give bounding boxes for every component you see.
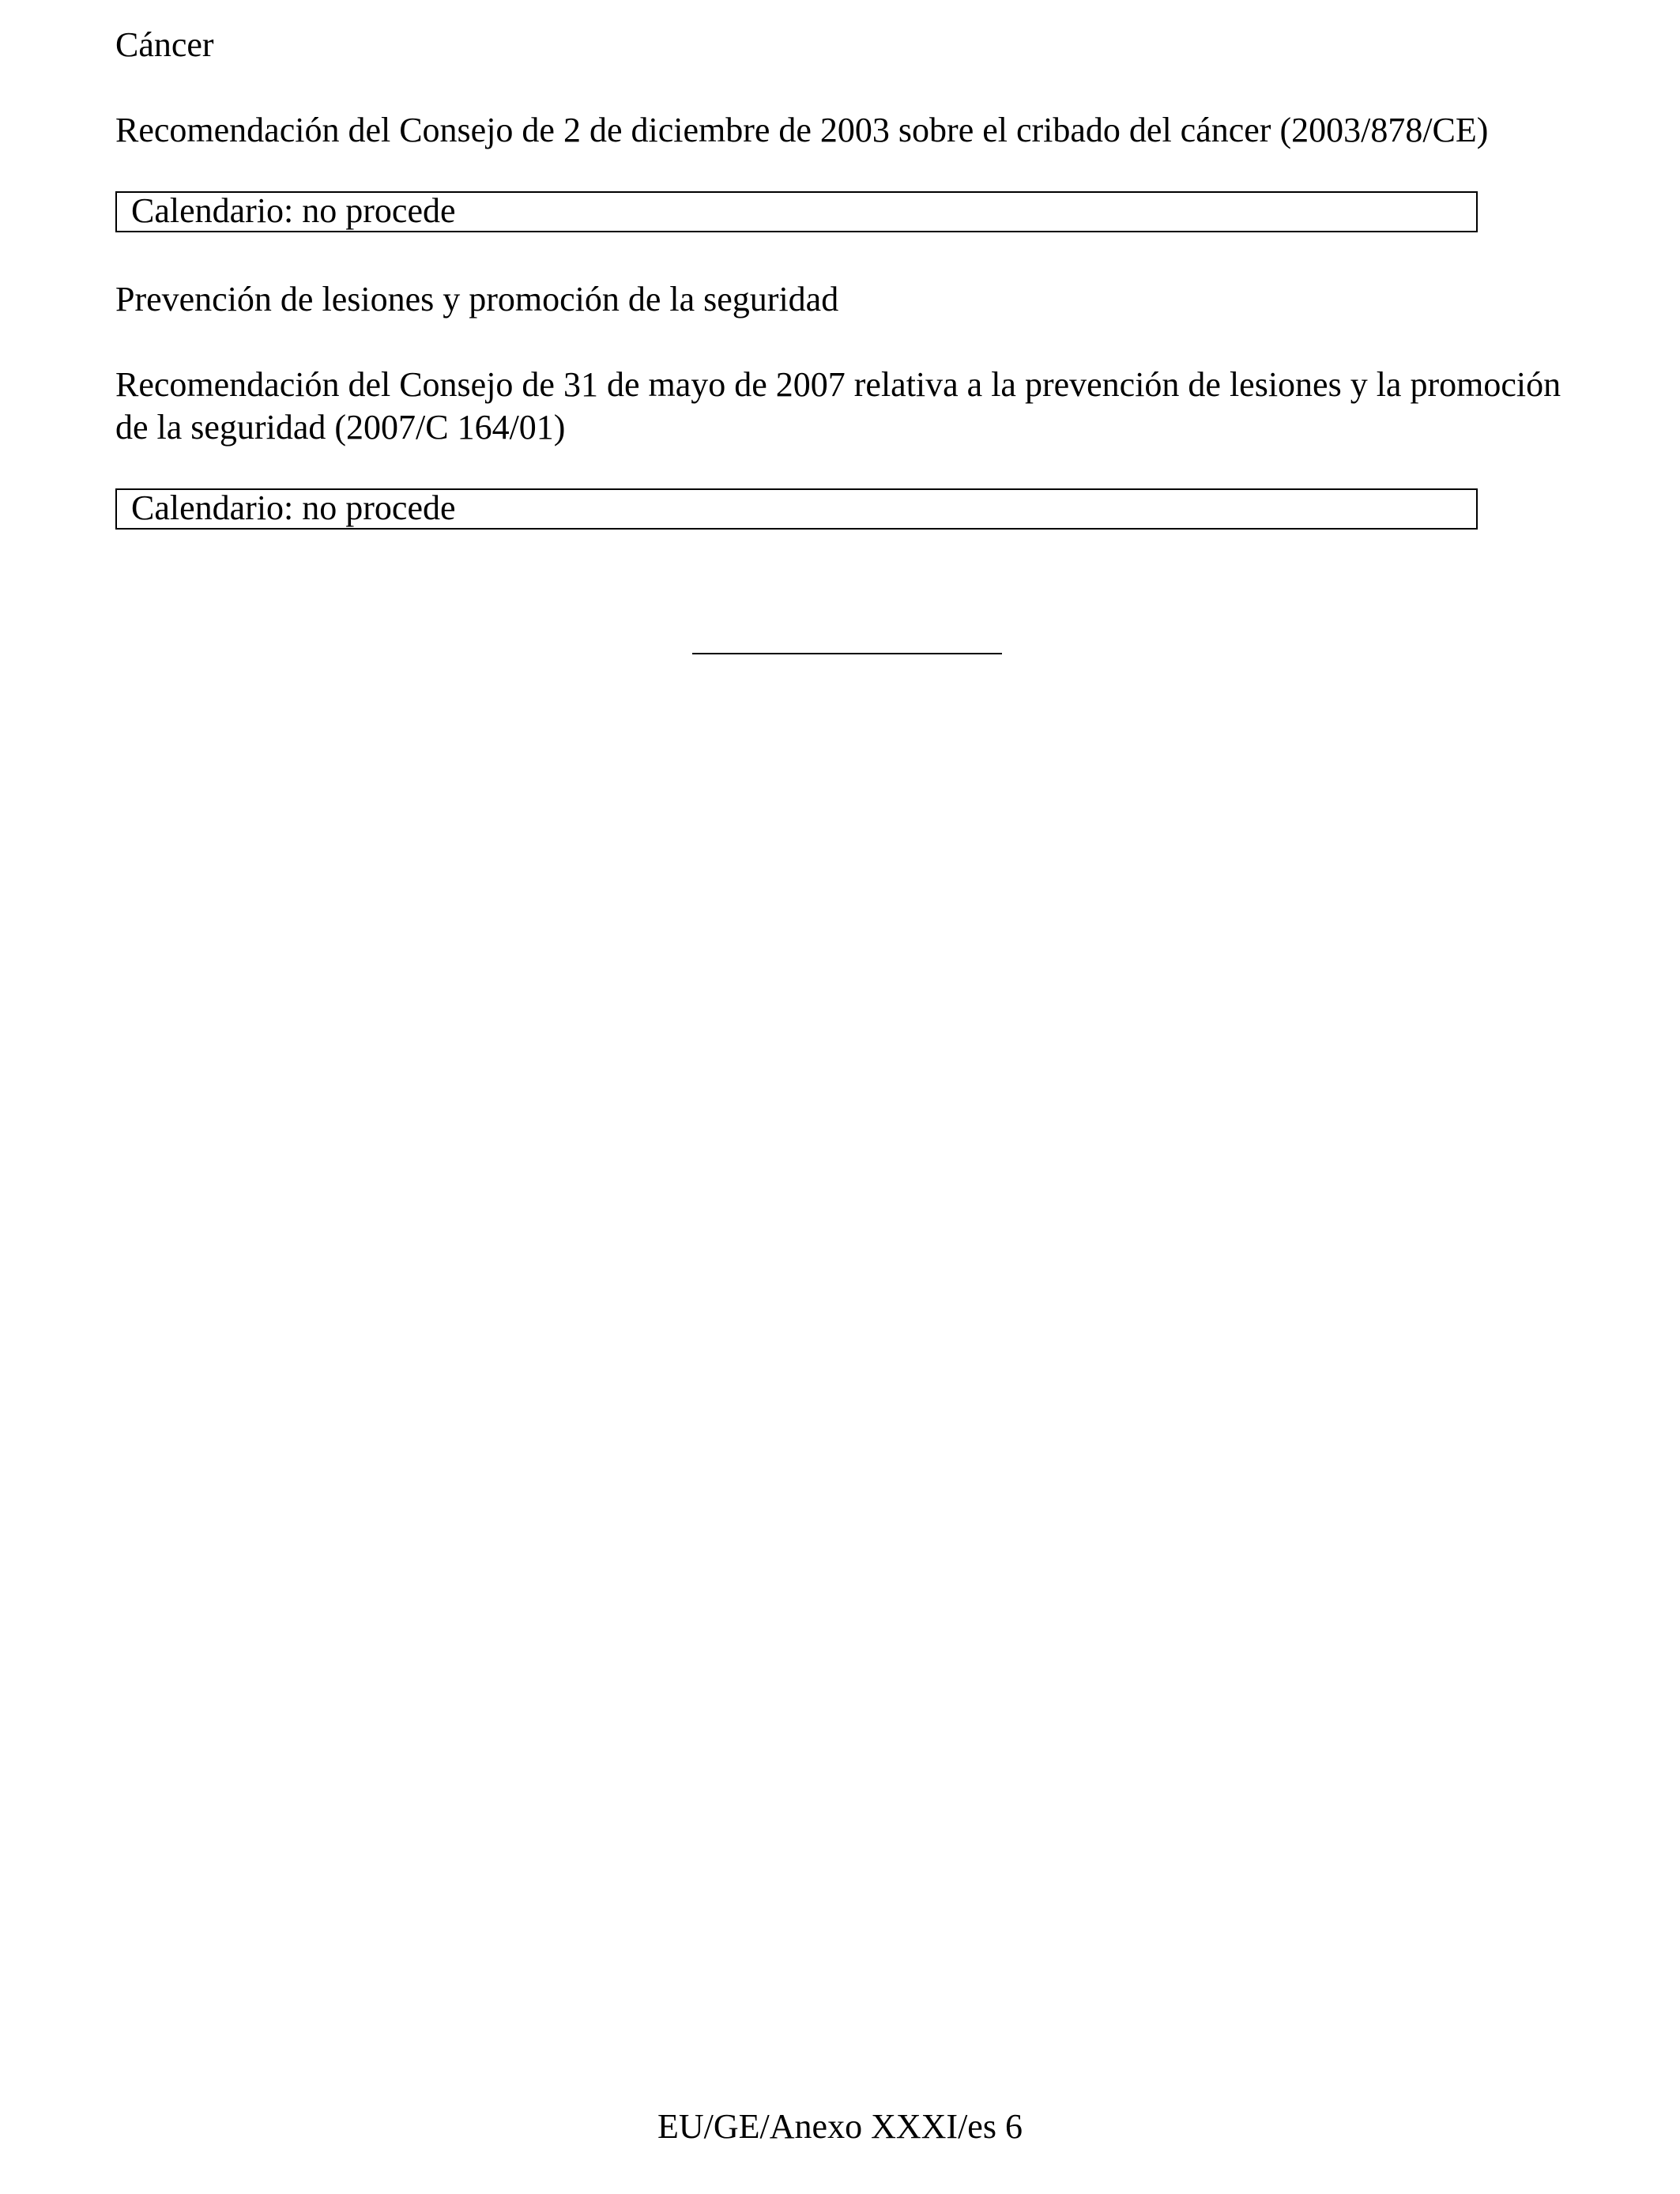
section-heading-cancer: Cáncer [115,25,214,64]
calendar-box-cancer [115,191,1478,232]
section-heading-injury-prevention: Prevención de lesiones y promoción de la seguridad [115,280,839,319]
recommendation-cancer-screening: Recomendación del Consejo de 2 de diciembre de 2003 sobre el cribado del cáncer (2003/878/CE) [115,111,1489,149]
end-of-section-rule [692,653,1002,654]
calendar-label: Calendario: no procede [131,488,456,527]
calendar-box-injury-prevention [115,488,1478,530]
recommendation-injury-prevention: Recomendación del Consejo de 31 de mayo de 2007 relativa a la prevención de lesiones y la promoción de la seguridad (2007/C 164/01) [115,365,1561,447]
calendar-label: Calendario: no procede [131,191,456,230]
page-footer-reference: EU/GE/Anexo XXXI/es 6 [657,2107,1023,2146]
